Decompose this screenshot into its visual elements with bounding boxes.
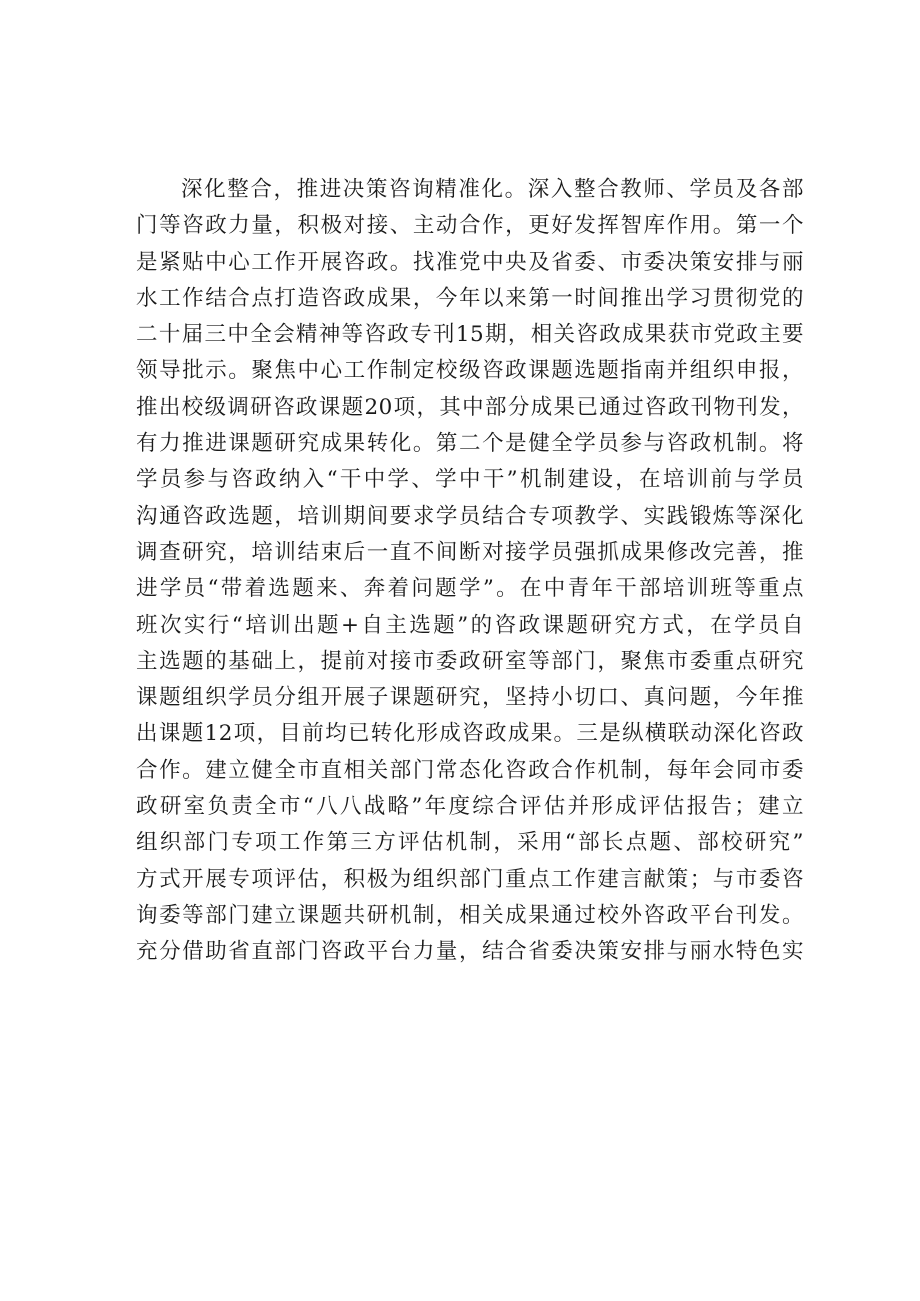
text-line: 学员参与咨政纳入“干中学、学中干”机制建设，在培训前与学员 — [136, 467, 804, 493]
text-line: 班次实行“培训出题+自主选题”的咨政课题研究方式，在学员自 — [136, 612, 804, 638]
text-line: 进学员“带着选题来、奔着问题学”。在中青年干部培训班等重点 — [136, 576, 804, 602]
text-line: 推出校级调研咨政课题20项，其中部分成果已通过咨政刊物刊发， — [136, 394, 804, 420]
text-line: 深化整合，推进决策咨询精准化。深入整合教师、学员及各部 — [181, 177, 804, 202]
text-line: 门等咨政力量，积极对接、主动合作，更好发挥智库作用。第一个 — [136, 213, 804, 239]
body-paragraph — [136, 172, 804, 971]
text-line: 二十届三中全会精神等咨政专刊15期，相关咨政成果获市党政主要 — [136, 322, 804, 348]
text-line: 合作。建立健全市直相关部门常态化咨政合作机制，每年会同市委 — [136, 757, 804, 783]
text-line: 方式开展专项评估，积极为组织部门重点工作建言献策；与市委咨 — [136, 866, 804, 892]
text-line: 出课题12项，目前均已转化形成咨政成果。三是纵横联动深化咨政 — [136, 721, 804, 747]
text-line: 政研室负责全市“八八战略”年度综合评估并形成评估报告；建立 — [136, 794, 804, 820]
text-line: 询委等部门建立课题共研机制，相关成果通过校外咨政平台刊发。 — [136, 902, 804, 928]
text-line: 水工作结合点打造咨政成果，今年以来第一时间推出学习贯彻党的 — [136, 285, 804, 311]
text-line: 调查研究，培训结束后一直不间断对接学员强抓成果修改完善，推 — [136, 539, 804, 565]
text-line: 课题组织学员分组开展子课题研究，坚持小切口、真问题，今年推 — [136, 685, 804, 711]
text-line: 充分借助省直部门咨政平台力量，结合省委决策安排与丽水特色实 — [136, 939, 804, 965]
text-line: 领导批示。聚焦中心工作制定校级咨政课题选题指南并组织申报， — [136, 358, 804, 384]
text-line: 沟通咨政选题，培训期间要求学员结合专项教学、实践锻炼等深化 — [136, 503, 804, 529]
text-line: 有力推进课题研究成果转化。第二个是健全学员参与咨政机制。将 — [136, 431, 804, 457]
text-line: 组织部门专项工作第三方评估机制，采用“部长点题、部校研究” — [136, 830, 804, 856]
text-line: 是紧贴中心工作开展咨政。找准党中央及省委、市委决策安排与丽 — [136, 249, 804, 275]
text-line: 主选题的基础上，提前对接市委政研室等部门，聚焦市委重点研究 — [136, 648, 804, 674]
